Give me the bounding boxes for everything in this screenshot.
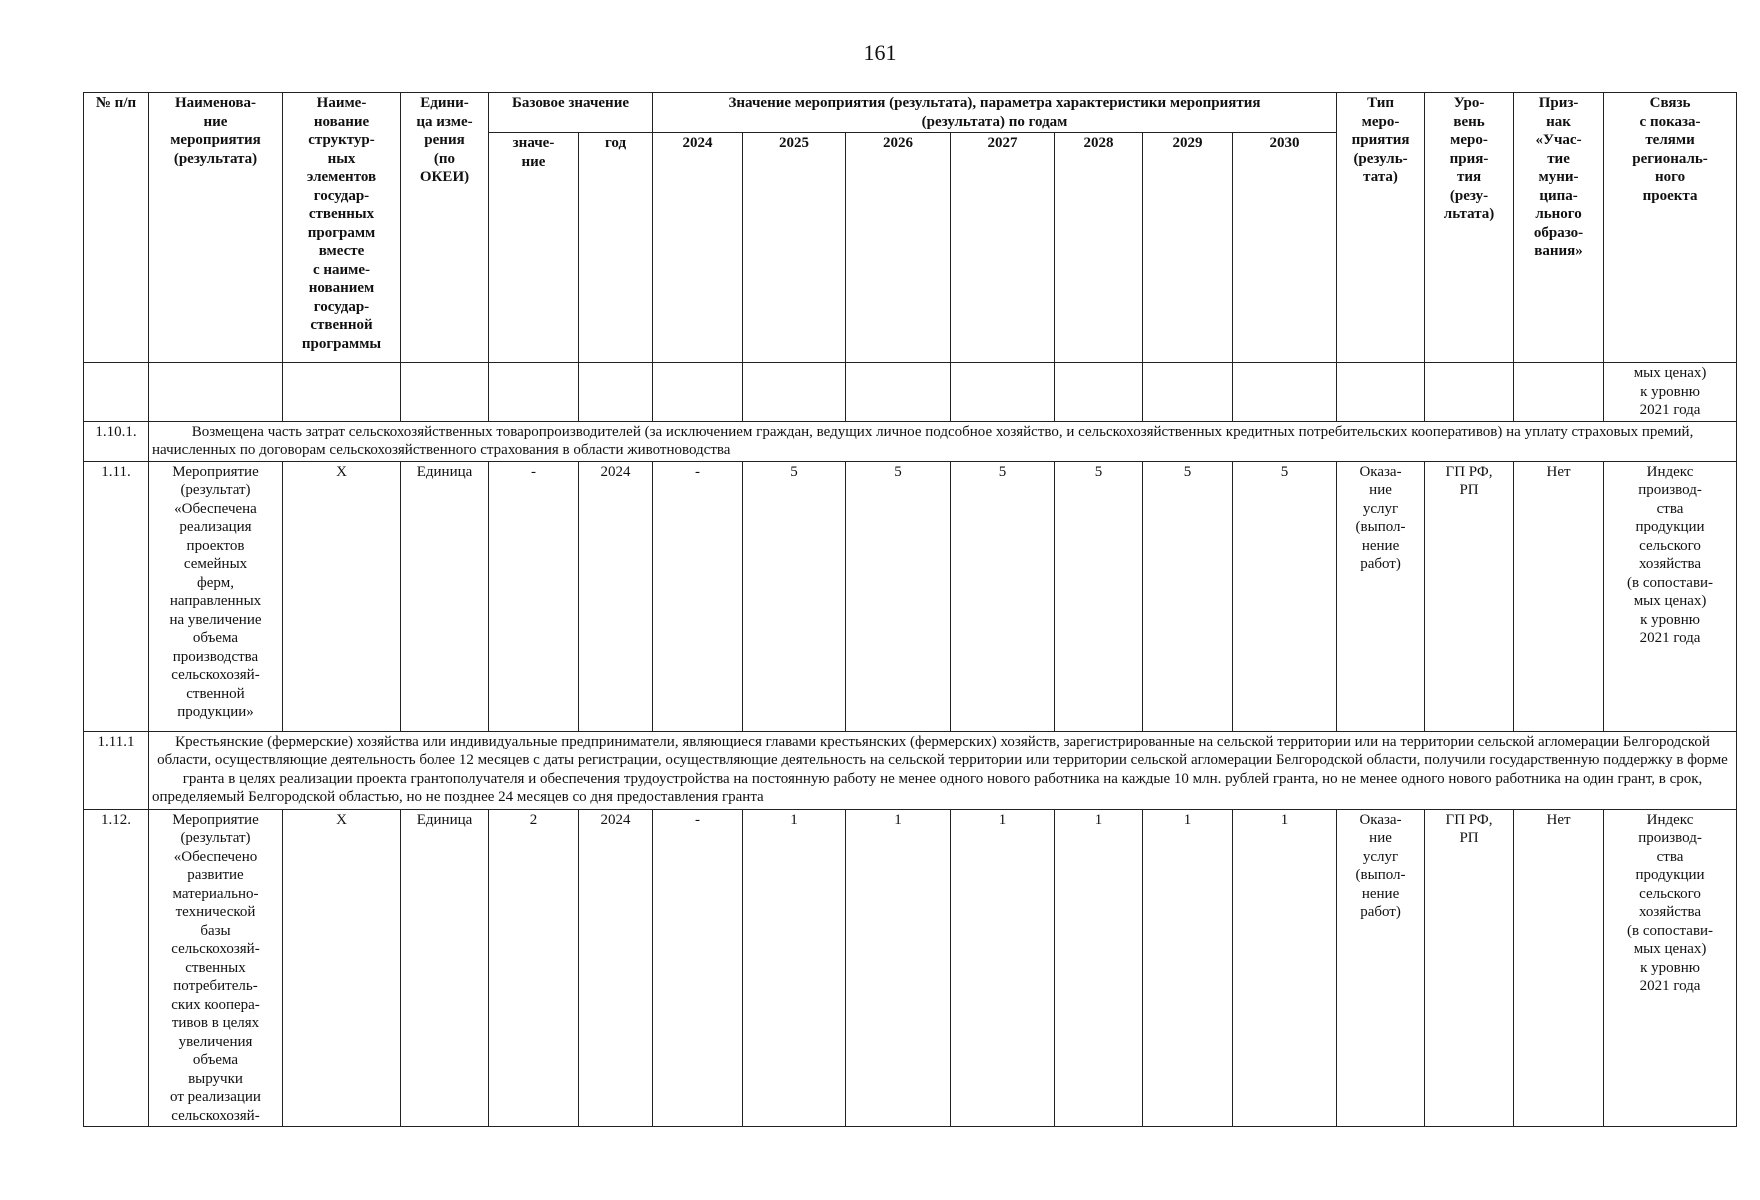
- table-row: [84, 809, 1737, 1127]
- table-row: [84, 731, 1737, 809]
- row-struct: Х: [283, 461, 401, 731]
- row-type: Оказа- ние услуг (выпол- нение работ): [1337, 461, 1425, 731]
- row-num: 1.10.1.: [84, 421, 149, 461]
- row-value-2025: 5: [743, 461, 846, 731]
- header-year-2028: 2028: [1055, 133, 1143, 363]
- header-unit: Едини- ца изме- рения (по ОКЕИ): [401, 93, 489, 363]
- header-type: Тип меро- приятия (резуль- тата): [1337, 93, 1425, 363]
- row-base-year: 2024: [579, 461, 653, 731]
- header-values: Значение мероприятия (результата), параметра характеристики мероприятия (результата) по годам: [653, 93, 1337, 133]
- row-value-2027: 1: [951, 809, 1055, 1127]
- row-level: ГП РФ, РП: [1425, 461, 1514, 731]
- row-text: Возмещена часть затрат сельскохозяйственных товаропроизводителей (за исключением граждан, ведущих личное подсобное хозяйство, и сельскохозяйственных кредитных потребительских кооперативов) на уплату страховых премий, начисленных по договорам сельскохозяйственного страхования в области животноводства: [149, 421, 1737, 461]
- row-type: Оказа- ние услуг (выпол- нение работ): [1337, 809, 1425, 1127]
- header-municipal: Приз- нак «Учас- тие муни- ципа- льного образо- вания»: [1514, 93, 1604, 363]
- row-value-2030: 5: [1233, 461, 1337, 731]
- header-year-2026: 2026: [846, 133, 951, 363]
- row-name: Мероприятие (результат) «Обеспечена реализация проектов семейных ферм, направленных на увеличение объема производства сельскохозяй- ственной продукции»: [149, 461, 283, 731]
- row-value-2029: 1: [1143, 809, 1233, 1127]
- continuation-row: [84, 363, 1737, 422]
- row-value-2026: 1: [846, 809, 951, 1127]
- table-row: [84, 421, 1737, 461]
- row-value-2028: 5: [1055, 461, 1143, 731]
- header-struct: Наиме- нование структур- ных элементов государ- ственных программ вместе с наиме- нованием государ- ственной программы: [283, 93, 401, 363]
- header-num: № п/п: [84, 93, 149, 363]
- row-base-value: 2: [489, 809, 579, 1127]
- row-num: 1.12.: [84, 809, 149, 1127]
- header-year-2027: 2027: [951, 133, 1055, 363]
- header-year-2024: 2024: [653, 133, 743, 363]
- row-base-year: 2024: [579, 809, 653, 1127]
- row-municipal: Нет: [1514, 809, 1604, 1127]
- table-row: [84, 461, 1737, 731]
- row-num: 1.11.: [84, 461, 149, 731]
- row-value-2024: -: [653, 809, 743, 1127]
- header-row-top: [84, 93, 1737, 133]
- row-value-2025: 1: [743, 809, 846, 1127]
- measures-table: [83, 92, 1737, 1127]
- header-level: Уро- вень меро- прия- тия (резу- льтата): [1425, 93, 1514, 363]
- row-value-2026: 5: [846, 461, 951, 731]
- header-base-value: значе- ние: [489, 133, 579, 363]
- row-value-2028: 1: [1055, 809, 1143, 1127]
- header-base: Базовое значение: [489, 93, 653, 133]
- page-number: 161: [863, 40, 897, 65]
- continuation-link: мых ценах) к уровню 2021 года: [1604, 363, 1737, 422]
- row-unit: Единица: [401, 809, 489, 1127]
- row-value-2029: 5: [1143, 461, 1233, 731]
- header-year-2025: 2025: [743, 133, 846, 363]
- row-link: Индекс производ- ства продукции сельского хозяйства (в сопостави- мых ценах) к уровню 2021 года: [1604, 809, 1737, 1127]
- row-base-value: -: [489, 461, 579, 731]
- row-num: 1.11.1: [84, 731, 149, 809]
- header-year-2030: 2030: [1233, 133, 1337, 363]
- row-level: ГП РФ, РП: [1425, 809, 1514, 1127]
- row-name: Мероприятие (результат) «Обеспечено развитие материально- технической базы сельскохозяй- ственных потребитель- ских коопера- тивов в целях увеличения объема выручки от реализации сельскохозяй-: [149, 809, 283, 1127]
- row-link: Индекс производ- ства продукции сельского хозяйства (в сопостави- мых ценах) к уровню 2021 года: [1604, 461, 1737, 731]
- row-municipal: Нет: [1514, 461, 1604, 731]
- row-value-2027: 5: [951, 461, 1055, 731]
- row-struct: Х: [283, 809, 401, 1127]
- row-value-2030: 1: [1233, 809, 1337, 1127]
- row-unit: Единица: [401, 461, 489, 731]
- row-text: Крестьянские (фермерские) хозяйства или индивидуальные предприниматели, являющиеся главами крестьянских (фермерских) хозяйств, зарегистрированные на сельской территории или на территории сельской агломерации Белгородской области, осуществляющие деятельность более 12 месяцев с даты регистрации, осуществляющие деятельность на сельской территории или территории сельской агломерации Белгородской области, получили государственную поддержку в форме гранта в целях реализации проекта грантополучателя и обеспечения трудоустройства на постоянную работу не менее одного нового работника на каждые 10 млн. рублей гранта, но не менее одного нового работника на один грант, в срок, определяемый Белгородской областью, но не позднее 24 месяцев со дня предоставления гранта: [149, 731, 1737, 809]
- header-base-year: год: [579, 133, 653, 363]
- row-value-2024: -: [653, 461, 743, 731]
- header-year-2029: 2029: [1143, 133, 1233, 363]
- header-link: Связь с показа- телями региональ- ного проекта: [1604, 93, 1737, 363]
- header-name: Наименова- ние мероприятия (результата): [149, 93, 283, 363]
